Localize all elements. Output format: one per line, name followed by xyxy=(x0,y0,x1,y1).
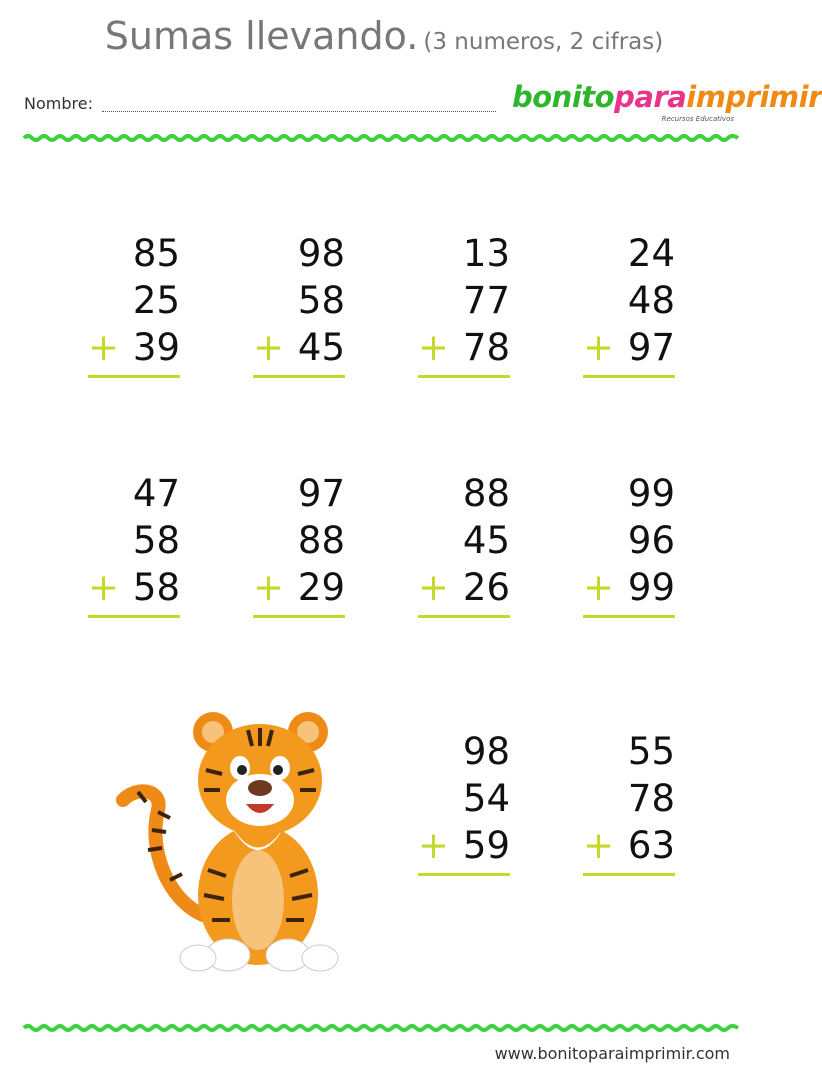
addend-2: 88 xyxy=(297,519,345,562)
addend-3: 45 xyxy=(297,326,345,369)
addition-problem xyxy=(418,232,510,367)
addend-1: 47 xyxy=(132,472,180,515)
footer-url: www.bonitoparaimprimir.com xyxy=(494,1044,730,1063)
addend-1: 97 xyxy=(297,472,345,515)
answer-line[interactable] xyxy=(88,375,180,378)
addend-2: 54 xyxy=(462,777,510,820)
addend-1: 24 xyxy=(627,232,675,275)
addend-1: 55 xyxy=(627,730,675,773)
addend-1: 85 xyxy=(132,232,180,275)
answer-line[interactable] xyxy=(583,615,675,618)
addend-2: 58 xyxy=(297,279,345,322)
addend-2: 77 xyxy=(462,279,510,322)
answer-line[interactable] xyxy=(583,873,675,876)
name-line[interactable] xyxy=(102,111,496,112)
top-border xyxy=(24,134,738,142)
brand-logo xyxy=(512,80,822,124)
addend-2: 78 xyxy=(627,777,675,820)
answer-line[interactable] xyxy=(418,375,510,378)
addend-3: 59 xyxy=(462,824,510,867)
addition-problem xyxy=(418,730,510,865)
addition-problem xyxy=(418,472,510,607)
answer-line[interactable] xyxy=(253,375,345,378)
plus-sign: + xyxy=(418,824,450,867)
addend-1: 98 xyxy=(297,232,345,275)
bottom-border xyxy=(24,1024,738,1032)
addend-3: 58 xyxy=(132,566,180,609)
tiger-illustration xyxy=(108,700,358,975)
addend-3: 78 xyxy=(462,326,510,369)
plus-sign: + xyxy=(418,326,450,369)
name-label: Nombre: xyxy=(24,94,93,113)
addend-2: 45 xyxy=(462,519,510,562)
addend-2: 48 xyxy=(627,279,675,322)
addend-1: 88 xyxy=(462,472,510,515)
plus-sign: + xyxy=(583,566,615,609)
plus-sign: + xyxy=(418,566,450,609)
answer-line[interactable] xyxy=(418,615,510,618)
title-subtitle: (3 numeros, 2 cifras) xyxy=(423,29,664,55)
addend-2: 25 xyxy=(132,279,180,322)
answer-line[interactable] xyxy=(88,615,180,618)
logo-tagline: Recursos Educativos xyxy=(661,115,734,123)
plus-sign: + xyxy=(88,326,120,369)
title-main: Sumas llevando. xyxy=(104,14,419,58)
addend-2: 58 xyxy=(132,519,180,562)
addition-problem xyxy=(253,232,345,367)
addition-problem xyxy=(583,730,675,865)
addend-3: 26 xyxy=(462,566,510,609)
page-title xyxy=(0,14,768,58)
addend-3: 29 xyxy=(297,566,345,609)
addition-problem xyxy=(88,472,180,607)
addition-problem xyxy=(88,232,180,367)
addend-1: 98 xyxy=(462,730,510,773)
logo-text: bonitoparaimprimir xyxy=(512,80,822,114)
addend-3: 63 xyxy=(627,824,675,867)
plus-sign: + xyxy=(88,566,120,609)
addition-problem xyxy=(253,472,345,607)
addend-3: 99 xyxy=(627,566,675,609)
plus-sign: + xyxy=(583,326,615,369)
addend-1: 13 xyxy=(462,232,510,275)
addend-2: 96 xyxy=(627,519,675,562)
plus-sign: + xyxy=(253,326,285,369)
addend-3: 97 xyxy=(627,326,675,369)
plus-sign: + xyxy=(583,824,615,867)
addend-3: 39 xyxy=(132,326,180,369)
answer-line[interactable] xyxy=(583,375,675,378)
addend-1: 99 xyxy=(627,472,675,515)
addition-problem xyxy=(583,232,675,367)
answer-line[interactable] xyxy=(253,615,345,618)
answer-line[interactable] xyxy=(418,873,510,876)
addition-problem xyxy=(583,472,675,607)
plus-sign: + xyxy=(253,566,285,609)
